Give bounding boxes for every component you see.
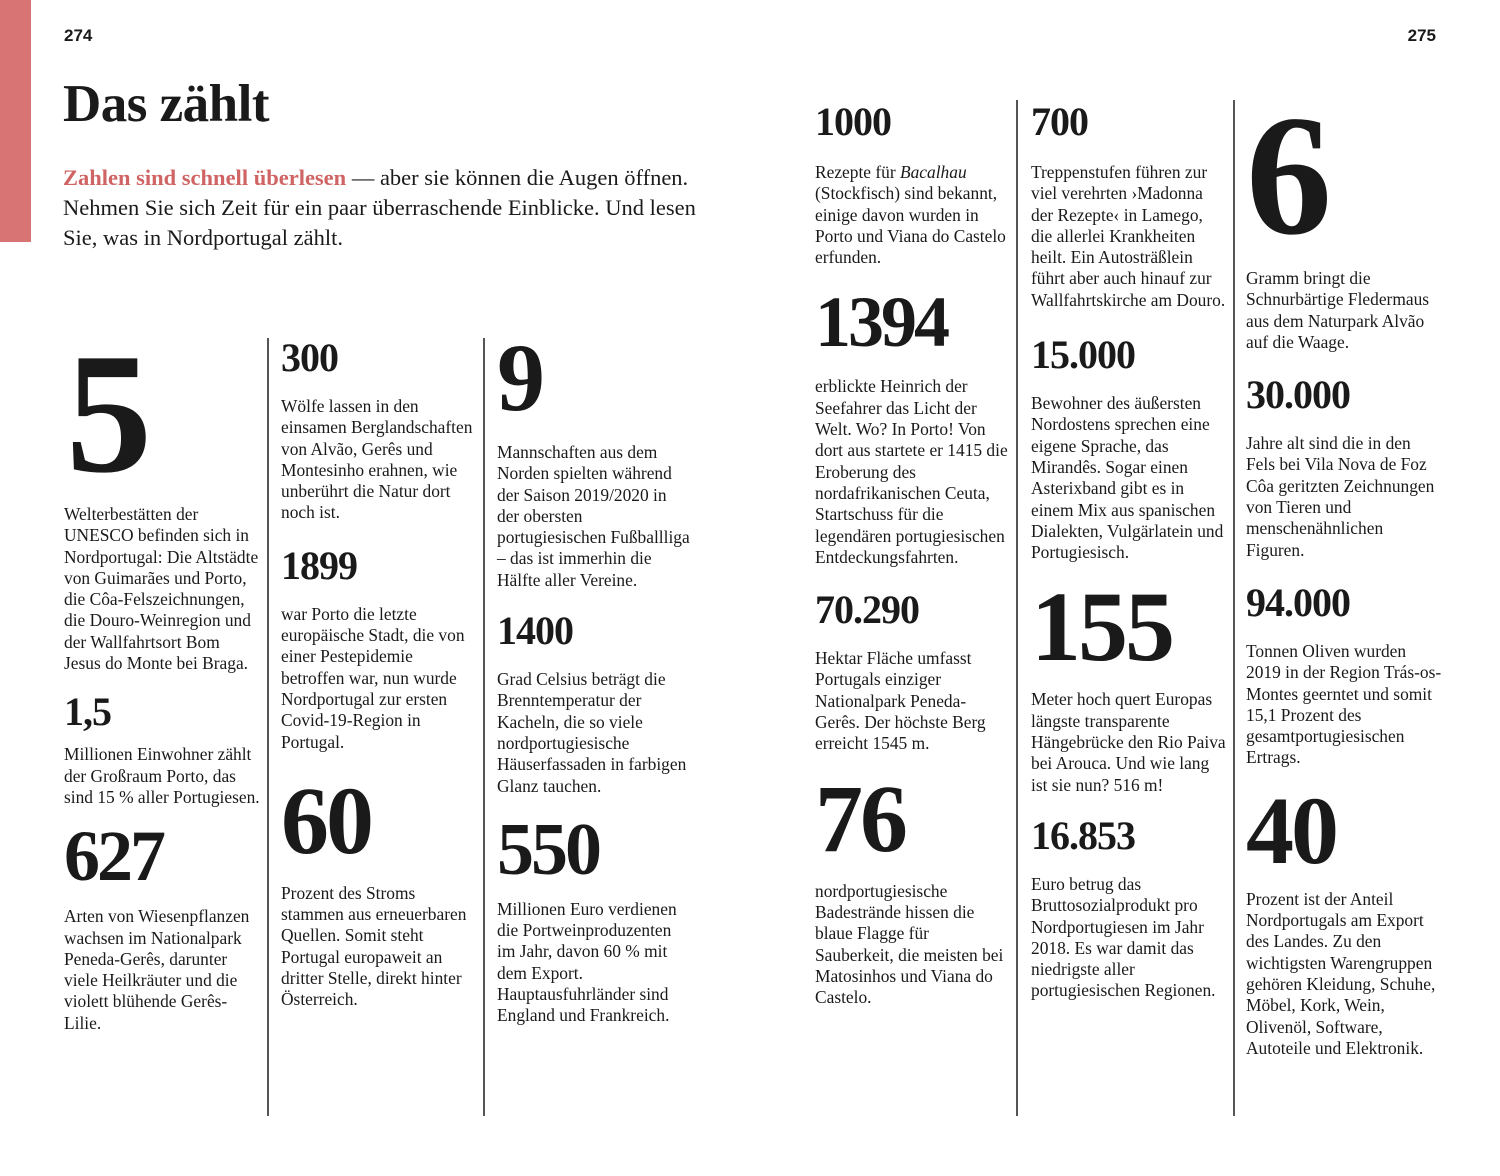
stat-text: Tonnen Oliven wurden 2019 in der Region Trás-os-Montes geerntet und somit 15,1 Prozent des gesamtportugiesischen Ertrags.	[1246, 640, 1442, 768]
stat-text: war Porto die letzte europäische Stadt, die von einer Pestepidemie betroffen war, nun wurde Nordportugal zur ersten Covid-19-Region in Portugal.	[281, 603, 465, 752]
stat-text: Prozent des Stroms stammen aus erneuerbaren Quellen. Somit steht Portugal europaweit an dritter Stelle, direkt hinter Österreich.	[281, 882, 467, 1010]
stat-item	[1246, 776, 1442, 1059]
stat-text: Millionen Euro verdienen die Portweinproduzenten im Jahr, davon 60 % mit dem Export. Hauptausfuhrländer sind England und Frankreich.	[497, 898, 677, 1026]
stat-item	[1031, 99, 1227, 311]
stat-column-2	[281, 335, 475, 1011]
stat-number: 700	[1031, 99, 1088, 144]
stat-text: Treppenstufen führen zur viel verehrten ›Madonna der Rezepte‹ in Lamego, die allerlei Krankheiten heilt. Ein Autosträßlein führt aber auch hinauf zur Wallfahrtskirche am Douro.	[1031, 162, 1226, 310]
stat-column-1	[64, 319, 260, 1034]
stat-number: 60	[281, 766, 371, 874]
stat-number: 16.853	[1031, 812, 1135, 858]
stat-text: Meter hoch quert Europas längste transparente Hängebrücke den Rio Paiva bei Arouca. Und wie lang ist sie nun? 516 m!	[1031, 689, 1226, 795]
stat-text: Euro betrug das Bruttosozialprodukt pro Nordportugiesen im Jahr 2018. Es war damit das niedrigste aller portugiesischen Regionen.	[1031, 873, 1216, 1001]
stat-text-post: (Stockfisch) sind bekannt, einige davon wurden in Porto und Viana do Castelo erfunden.	[815, 183, 1006, 268]
stat-number: 30.000	[1246, 372, 1350, 418]
stat-item	[497, 324, 693, 591]
stat-column-4	[815, 99, 1011, 1008]
column-divider	[483, 338, 485, 1116]
stat-item	[1031, 332, 1227, 563]
stat-item	[64, 319, 260, 674]
stat-number: 627	[64, 816, 163, 897]
stat-text: Hektar Fläche umfasst Portugals einziger Nationalpark Peneda-Gerês. Der höchste Berg erreicht 1545 m.	[815, 648, 986, 754]
stat-item	[64, 689, 260, 808]
stat-number: 5	[66, 319, 148, 509]
stat-text: Jahre alt sind die in den Fels bei Vila Nova de Foz Côa geritzten Zeichnungen von Tieren und menschenähnlichen Figuren.	[1246, 433, 1435, 560]
page-number-right: 275	[1407, 26, 1436, 45]
stat-text: Arten von Wiesenpflanzen wachsen im Nationalpark Peneda-Gerês, darunter viele Heilkräuter und die violett blühende Gerês-Lilie.	[64, 906, 250, 1033]
stat-text: Millionen Einwohner zählt der Großraum Porto, das sind 15 % aller Portugiesen.	[64, 744, 260, 807]
stat-item	[1031, 812, 1227, 1002]
column-divider	[267, 338, 269, 1116]
stat-number: 94.000	[1246, 579, 1350, 625]
stat-text: Wölfe lassen in den einsamen Berglandschaften von Alvão, Gerês und Montesinho erahnen, wie unberührt die Natur dort noch ist.	[281, 396, 473, 523]
stat-number: 1899	[281, 542, 357, 588]
stat-item	[1031, 571, 1227, 795]
stat-number: 1400	[497, 608, 573, 654]
stat-column-6	[1246, 81, 1442, 1059]
stat-number: 300	[281, 335, 338, 380]
stat-text: nordportugiesische Badestrände hissen die blaue Flagge für Sauberkeit, die meisten bei Matosinhos und Viana do Castelo.	[815, 880, 1004, 1008]
column-divider	[1016, 100, 1018, 1116]
stat-text-em: Bacalhau	[899, 162, 967, 182]
stat-item	[64, 816, 260, 1034]
stat-text	[815, 162, 1011, 268]
stat-item	[1246, 579, 1442, 769]
stat-number: 9	[497, 324, 542, 431]
stat-item	[281, 335, 475, 524]
stat-item	[1246, 372, 1442, 561]
stat-text: Bewohner des äußersten Nordostens sprechen eine eigene Sprache, das Mirandês. Sogar einen Asterixband gibt es in einem Mix aus spanischen Dialekten, Vulgärlatein und Portugiesisch.	[1031, 393, 1224, 563]
stat-text: Gramm bringt die Schnurbärtige Fledermaus aus dem Naturpark Alvão auf die Waage.	[1246, 268, 1430, 352]
column-divider	[1233, 100, 1235, 1116]
stat-column-5	[1031, 99, 1227, 1002]
stat-item	[815, 587, 1011, 754]
stat-item	[815, 764, 1011, 1009]
stat-text: Mannschaften aus dem Norden spielten während der Saison 2019/2020 in der obersten portugiesischen Fußballliga – das ist immerhin die Hälfte aller Vereine.	[497, 442, 690, 590]
stat-column-3	[497, 324, 693, 1027]
stat-text: Welterbestätten der UNESCO befinden sich in Nordportugal: Die Altstädte von Guimarães und Porto, die Côa-Felszeichnungen, die Douro-Weinregion und der Wallfahrtsort Bom Jesus do Monte bei Braga.	[64, 504, 259, 674]
intro-highlight: Zahlen sind schnell überlesen	[63, 165, 347, 190]
stat-item	[497, 808, 693, 1027]
stat-item	[281, 766, 475, 1011]
stat-number: 70.290	[815, 587, 919, 633]
intro-paragraph	[63, 163, 703, 253]
stat-text: Prozent ist der Anteil Nordportugals am Export des Landes. Zu den wichtigsten Warengruppen gehören Kleidung, Schuhe, Möbel, Kork, Wein, Olivenöl, Software, Autoteile und Elektronik.	[1246, 888, 1436, 1058]
stat-item	[815, 282, 1011, 568]
accent-bar	[0, 0, 31, 242]
stat-item	[1246, 81, 1442, 353]
stat-number: 40	[1246, 776, 1336, 884]
intro-text: — aber sie können die Augen öffnen. Nehmen Sie sich Zeit für ein paar überraschende Einblicke. Und lesen Sie, was in Nordportugal zählt.	[63, 165, 696, 250]
stat-text: Grad Celsius beträgt die Brenntemperatur der Kacheln, die so viele nordportugiesische Häuserfassaden in farbigen Glanz tauchen.	[497, 669, 687, 796]
stat-number: 15.000	[1031, 332, 1135, 378]
stat-item	[815, 99, 1011, 268]
stat-number: 1,5	[64, 689, 111, 735]
stat-item	[281, 542, 475, 753]
page-number-left: 274	[64, 26, 93, 45]
stat-number: 1000	[815, 99, 891, 144]
stat-text: erblickte Heinrich der Seefahrer das Licht der Welt. Wo? In Porto! Von dort aus startete er 1415 die Eroberung des nordafrikanischen Ceuta, Startschuss für die legendären portugiesischen Entdeckungsfahrten.	[815, 376, 1008, 567]
stat-item	[497, 608, 693, 797]
stat-number: 6	[1246, 81, 1328, 271]
page-title: Das zählt	[63, 75, 270, 133]
stat-number: 1394	[815, 282, 947, 363]
stat-text-pre: Rezepte für	[815, 162, 900, 182]
stat-number: 76	[815, 764, 905, 872]
stat-number: 155	[1031, 571, 1172, 683]
stat-number: 550	[497, 808, 599, 891]
